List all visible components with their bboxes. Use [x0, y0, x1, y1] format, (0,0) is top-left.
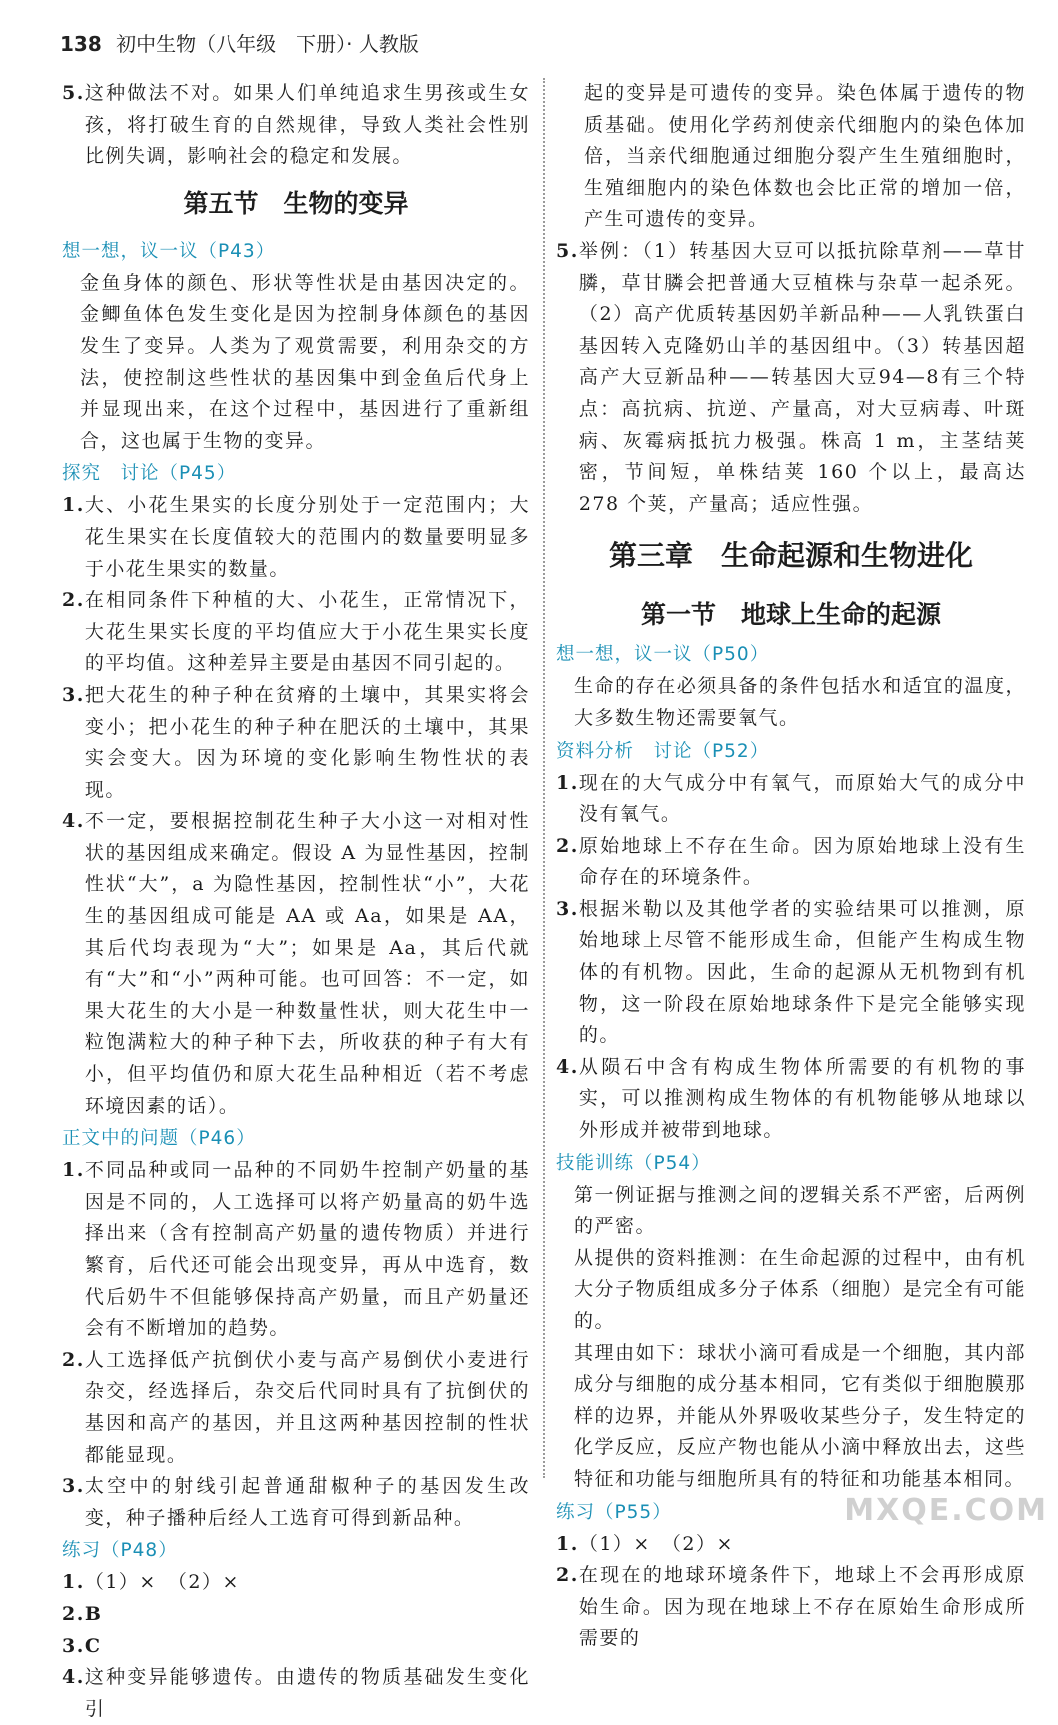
item-number: 2.: [62, 1348, 85, 1371]
list-item: [62, 1662, 530, 1725]
item-text: 不一定，要根据控制花生种子大小这一对相对性状的基因组成来确定。假设 A 为显性基因，控制性状“大”，a 为隐性基因，控制性状“小”，大花生的基因组成可能是 AA 或 Aa，如果是 AA，其后代均表现为“大”；如果是 Aa，其后代就有“大”和“小”两种可能。也可回答：不一定，如果大花生的大小是一种数量性状，则大花生中一粒饱满粒大的种子种下去，所收获的种子有大有小，但平均值仍和原大花生品种相近（若不考虑环境因素的话）。: [84, 810, 530, 1117]
exercise-heading: 练习（P55）: [556, 1501, 672, 1523]
item-text: （1）× （2）×: [84, 1571, 240, 1594]
item-number: 4.: [556, 1055, 579, 1078]
item-number: 3.: [62, 1634, 85, 1657]
page-header: [60, 28, 419, 60]
list-item: [556, 831, 1026, 894]
item-number: 3.: [62, 683, 85, 706]
list-item: [62, 1631, 530, 1663]
item-number: 1.: [556, 771, 579, 794]
list-item: [556, 894, 1026, 1052]
think-heading: 想一想，议一议（P43）: [62, 240, 276, 262]
item-text: 根据米勒以及其他学者的实验结果可以推测，原始地球上尽管不能形成生命，但能产生构成生物体的有机物。因此，生命的起源从无机物到有机物，这一阶段在原始地球条件下是完全能够实现的。: [578, 897, 1026, 1047]
item-number: 3.: [556, 897, 579, 920]
item-number: 1.: [556, 1532, 579, 1555]
item-text: B: [84, 1602, 103, 1625]
item-text: 现在的大气成分中有氧气，而原始大气的成分中没有氧气。: [578, 771, 1026, 826]
list-item: [556, 1052, 1026, 1147]
item-text: 从陨石中含有构成生物体所需要的有机物的事实，可以推测构成生物体的有机物能够从地球以外形成并被带到地球。: [578, 1055, 1026, 1142]
item-number: 2.: [62, 1602, 85, 1625]
continued-text: 起的变异是可遗传的变异。染色体属于遗传的物质基础。使用化学药剂使亲代细胞内的染色体加倍，当亲代细胞通过细胞分裂产生生殖细胞时，生殖细胞内的染色体数也会比正常的增加一倍，产生可遗传的变异。: [584, 82, 1026, 231]
item-text: 举例：（1）转基因大豆可以抵抗除草剂——草甘膦，草甘膦会把普通大豆植株与杂草一起杀死。（2）高产优质转基因奶羊新品种——人乳铁蛋白基因转入克隆奶山羊的基因组中。（3）转基因超高产大豆新品种——转基因大豆94—8有三个特点：高抗病、抗逆、产量高，对大豆病毒、叶斑病、灰霉病抵抗力极强。株高 1 m，主茎结荚密，节间短，单株结荚 160 个以上，最高达 278 个荚，产量高；适应性强。: [578, 239, 1026, 515]
item-number: 1.: [62, 1571, 85, 1594]
item-number: 2.: [62, 589, 85, 612]
question-heading: 正文中的问题（P46）: [62, 1128, 256, 1150]
right-column: [556, 78, 1026, 1655]
item-number: 1.: [62, 1159, 85, 1182]
chapter-title: 第三章 生命起源和生物进化: [608, 539, 973, 573]
think-heading: 想一想，议一议（P50）: [556, 644, 770, 666]
list-item: [556, 236, 1026, 520]
list-item: [556, 768, 1026, 831]
data-analysis-heading: 资料分析 讨论（P52）: [556, 740, 770, 762]
item-text: 在相同条件下种植的大、小花生，正常情况下，大花生果实长度的平均值应大于小花生果实长度的平均值。这种差异主要是由基因不同引起的。: [84, 589, 530, 675]
item-text: 太空中的射线引起普通甜椒种子的基因发生改变，种子播种后经人工选育可得到新品种。: [84, 1475, 530, 1529]
item-number: 5.: [556, 239, 579, 262]
list-item: [62, 490, 530, 585]
skill-paragraph: 从提供的资料推测：在生命起源的过程中，由有机大分子物质组成多分子体系（细胞）是完全有可能的。: [574, 1246, 1026, 1332]
list-item: [62, 1471, 530, 1534]
explore-heading: 探究 讨论（P45）: [62, 463, 237, 485]
item-text: C: [84, 1634, 102, 1657]
list-item: [62, 680, 530, 806]
think-answer: 金鱼身体的颜色、形状等性状是由基因决定的。金鲫鱼体色发生变化是因为控制身体颜色的基因发生了变异。人类为了观赏需要，利用杂交的方法，使控制这些性状的基因集中到金鱼后代身上并显现出来，在这个过程中，基因进行了重新组合，这也属于生物的变异。: [80, 271, 530, 452]
left-column: [62, 78, 530, 1725]
item-text: 这种变异能够遗传。由遗传的物质基础发生变化引: [84, 1666, 530, 1720]
list-item: [62, 585, 530, 680]
item-text: 把大花生的种子种在贫瘠的土壤中，其果实将会变小；把小花生的种子种在肥沃的土壤中，其果实会变大。因为环境的变化影响生物性状的表现。: [84, 683, 530, 801]
section-title: 第五节 生物的变异: [183, 188, 409, 218]
item-number: 2.: [556, 1564, 579, 1587]
item-text: 人工选择低产抗倒伏小麦与高产易倒伏小麦进行杂交，经选择后，杂交后代同时具有了抗倒伏的基因和高产的基因，并且这两种基因控制的性状都能显现。: [84, 1348, 530, 1466]
list-item: [62, 78, 530, 173]
list-item: [62, 1599, 530, 1631]
skill-heading: 技能训练（P54）: [556, 1152, 711, 1174]
item-text: （1）× （2）×: [578, 1532, 734, 1555]
item-text: 原始地球上不存在生命。因为原始地球上没有生命存在的环境条件。: [578, 834, 1026, 889]
list-item: [62, 1567, 530, 1599]
item-number: 5.: [62, 82, 85, 104]
list-item: [62, 1345, 530, 1471]
exercise-heading: 练习（P48）: [62, 1540, 178, 1562]
item-text: 在现在的地球环境条件下，地球上不会再形成原始生命。因为现在地球上不存在原始生命形成所需要的: [578, 1564, 1026, 1650]
page-number: 138: [60, 32, 102, 56]
list-item: [62, 806, 530, 1122]
column-divider: [543, 78, 545, 1478]
list-item: [556, 1529, 1026, 1561]
book-title: 初中生物（八年级 下册）· 人教版: [116, 32, 419, 56]
item-text: 这种做法不对。如果人们单纯追求生男孩或生女孩，将打破生育的自然规律，导致人类社会性别比例失调，影响社会的稳定和发展。: [84, 82, 530, 168]
item-number: 4.: [62, 810, 85, 833]
section-title: 第一节 地球上生命的起源: [640, 600, 941, 630]
list-item: [62, 1155, 530, 1345]
skill-paragraph: 其理由如下：球状小滴可看成是一个细胞，其内部成分与细胞的成分基本相同，它有类似于细胞膜那样的边界，并能从外界吸收某些分子，发生特定的化学反应，反应产物也能从小滴中释放出去，这些特征和功能与细胞所具有的特征和功能基本相同。: [574, 1341, 1026, 1490]
list-item: [556, 1560, 1026, 1655]
item-text: 不同品种或同一品种的不同奶牛控制产奶量的基因是不同的，人工选择可以将产奶量高的奶牛选择出来（含有控制高产奶量的遗传物质）并进行繁育，后代还可能会出现变异，再从中选育，数代后奶牛不但能够保持高产奶量，而且产奶量还会有不断增加的趋势。: [84, 1159, 530, 1340]
item-number: 1.: [62, 494, 85, 517]
item-number: 4.: [62, 1666, 85, 1689]
item-number: 3.: [62, 1475, 85, 1498]
item-text: 大、小花生果实的长度分别处于一定范围内；大花生果实在长度值较大的范围内的数量要明显多于小花生果实的数量。: [84, 494, 530, 580]
skill-paragraph: 第一例证据与推测之间的逻辑关系不严密，后两例的严密。: [574, 1183, 1026, 1238]
think-answer: 生命的存在必须具备的条件包括水和适宜的温度，大多数生物还需要氧气。: [574, 675, 1026, 729]
watermark: MXQE.COM: [844, 1493, 1048, 1528]
item-number: 2.: [556, 834, 579, 857]
